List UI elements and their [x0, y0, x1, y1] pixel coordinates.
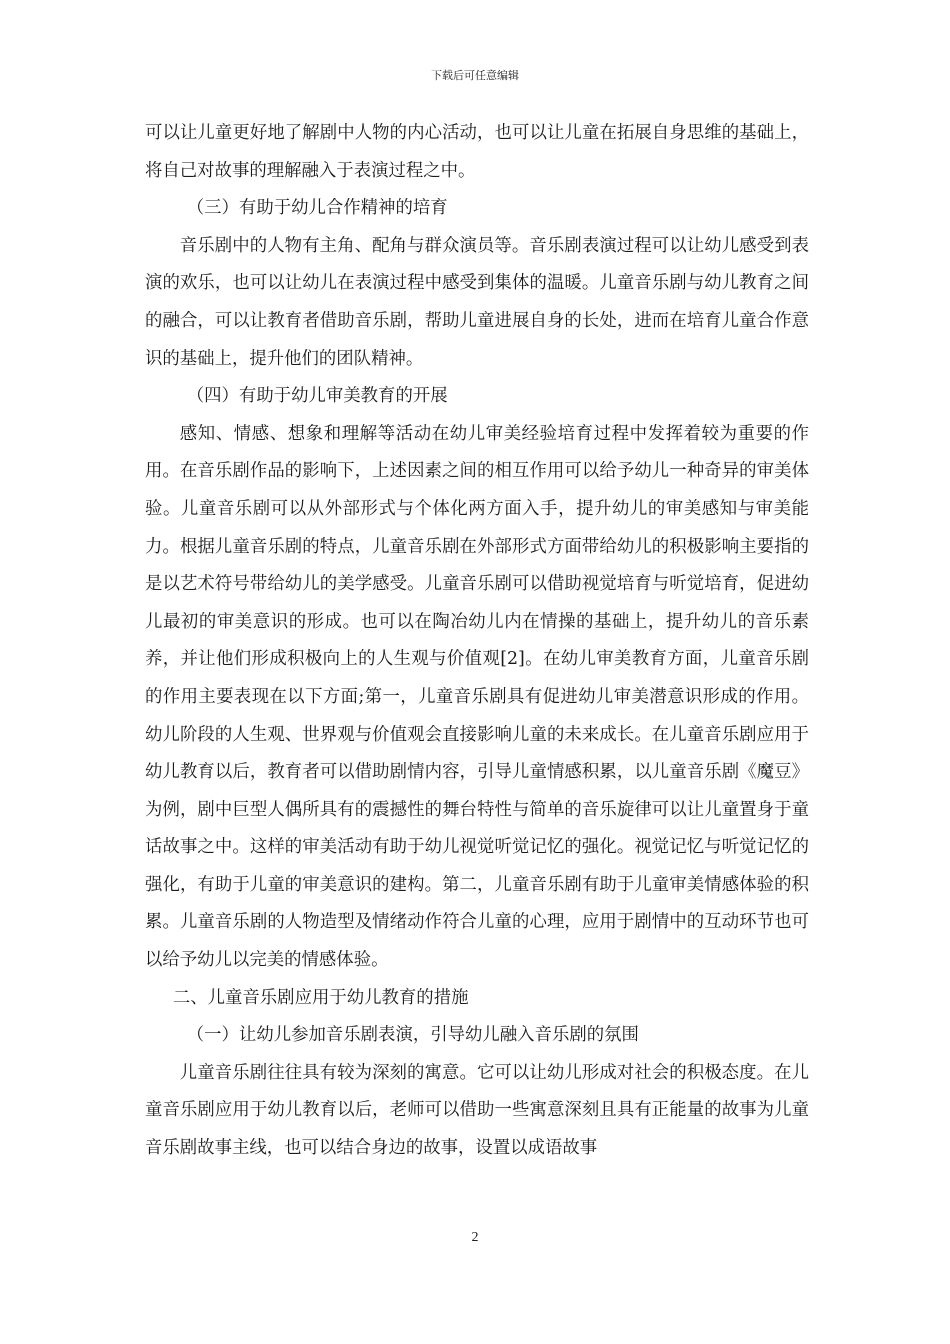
page-header: 下载后可任意编辑	[431, 69, 519, 82]
paragraph-cooperation: 音乐剧中的人物有主角、配角与群众演员等。音乐剧表演过程可以让幼儿感受到表演的欢乐，也可以让幼儿在表演过程中感受到集体的温暖。儿童音乐剧与幼儿教育之间的融合，可以让教育者借助音乐剧，帮助儿童进展自身的长处，进而在培育儿童合作意识的基础上，提升他们的团队精神。	[145, 235, 809, 369]
section-heading-measures: 二、儿童音乐剧应用于幼儿教育的措施	[172, 987, 469, 1008]
page-number: 2	[471, 1230, 479, 1245]
subheading-aesthetic: （四）有助于幼儿审美教育的开展	[186, 386, 448, 407]
subheading-participation: （一）让幼儿参加音乐剧表演，引导幼儿融入音乐剧的氛围	[186, 1025, 639, 1046]
paragraph-participation: 儿童音乐剧往往具有较为深刻的寓意。它可以让幼儿形成对社会的积极态度。在儿童音乐剧应用于幼儿教育以后，老师可以借助一些寓意深刻且具有正能量的故事为儿童音乐剧故事主线，也可以结合身边的故事，设置以成语故事	[145, 1062, 809, 1159]
subheading-cooperation: （三）有助于幼儿合作精神的培育	[186, 198, 448, 219]
paragraph-aesthetic: 感知、情感、想象和理解等活动在幼儿审美经验培育过程中发挥着较为重要的作用。在音乐剧作品的影响下，上述因素之间的相互作用可以给予幼儿一种奇异的审美体验。儿童音乐剧可以从外部形式与个体化两方面入手，提升幼儿的审美感知与审美能力。根据儿童音乐剧的特点，儿童音乐剧在外部形式方面带给幼儿的积极影响主要指的是以艺术符号带给幼儿的美学感受。儿童音乐剧可以借助视觉培育与听觉培育，促进幼儿最初的审美意识的形成。也可以在陶冶幼儿内在情操的基础上，提升幼儿的音乐素养，并让他们形成积极向上的人生观与价值观[2]。在幼儿审美教育方面，儿童音乐剧的作用主要表现在以下方面;第一，儿童音乐剧具有促进幼儿审美潜意识形成的作用。幼儿阶段的人生观、世界观与价值观会直接影响儿童的未来成长。在儿童音乐剧应用于幼儿教育以后，教育者可以借助剧情内容，引导儿童情感积累，以儿童音乐剧《魔豆》为例，剧中巨型人偶所具有的震撼性的舞台特性与简单的音乐旋律可以让儿童置身于童话故事之中。这样的审美活动有助于幼儿视觉听觉记忆的强化。视觉记忆与听觉记忆的强化，有助于儿童的审美意识的建构。第二，儿童音乐剧有助于儿童审美情感体验的积累。儿童音乐剧的人物造型及情绪动作符合儿童的心理，应用于剧情中的互动环节也可以给予幼儿以完美的情感体验。	[145, 423, 809, 971]
paragraph-continuation: 可以让儿童更好地了解剧中人物的内心活动，也可以让儿童在拓展自身思维的基础上，将自己对故事的理解融入于表演过程之中。	[145, 123, 809, 181]
document-body	[145, 115, 809, 1168]
